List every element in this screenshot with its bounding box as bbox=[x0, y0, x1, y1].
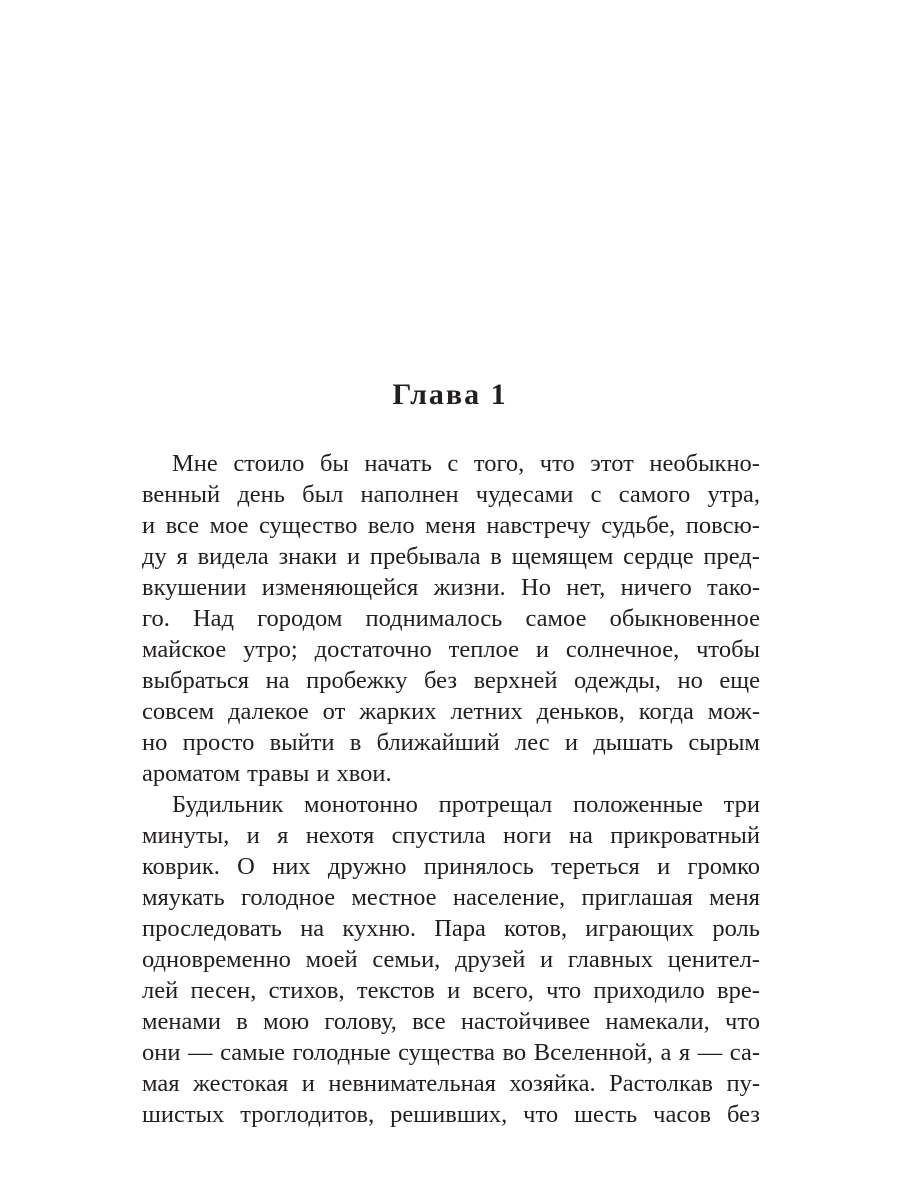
word: в bbox=[236, 1008, 248, 1035]
text-line bbox=[142, 665, 760, 697]
word: пробежку bbox=[306, 667, 408, 694]
word: нехотя bbox=[305, 822, 375, 849]
word: с bbox=[447, 450, 459, 477]
text-line bbox=[142, 479, 760, 511]
word: шесть bbox=[574, 1101, 638, 1128]
word: тако- bbox=[707, 574, 760, 601]
text-line bbox=[142, 696, 760, 728]
text-line bbox=[142, 448, 760, 480]
word: население, bbox=[452, 884, 566, 911]
word: котов, bbox=[504, 915, 568, 942]
word: главных bbox=[567, 946, 654, 973]
word: того, bbox=[473, 450, 525, 477]
word: летних bbox=[450, 698, 523, 725]
word: совсем bbox=[142, 698, 215, 725]
word: был bbox=[302, 481, 344, 508]
word: настойчивее bbox=[460, 1008, 591, 1035]
word: и bbox=[346, 543, 361, 570]
word: знаки bbox=[278, 543, 338, 570]
word: принялось bbox=[423, 853, 534, 880]
word: а bbox=[660, 1039, 672, 1066]
text-line bbox=[142, 944, 760, 976]
word: моей bbox=[305, 946, 358, 973]
word: Мне bbox=[172, 450, 218, 477]
word: нет, bbox=[566, 574, 606, 601]
word: тереться bbox=[551, 853, 640, 880]
word: текстов bbox=[356, 977, 435, 1004]
word: я bbox=[678, 1039, 691, 1066]
word: день bbox=[237, 481, 285, 508]
word: поднималось bbox=[365, 605, 503, 632]
word: дышать bbox=[593, 729, 674, 756]
word: городом bbox=[257, 605, 343, 632]
word: обыкновенное bbox=[609, 605, 760, 632]
word: пред- bbox=[703, 543, 760, 570]
word: этот bbox=[590, 450, 634, 477]
word: мяукать bbox=[142, 884, 225, 911]
word: на bbox=[568, 822, 593, 849]
word: ничего bbox=[620, 574, 692, 601]
word: еще bbox=[719, 667, 760, 694]
chapter-title: Глава 1 bbox=[392, 378, 508, 411]
word: одежды, bbox=[574, 667, 661, 694]
word: мож- bbox=[707, 698, 760, 725]
word: невнимательная bbox=[328, 1070, 496, 1097]
word: изменяющейся bbox=[261, 574, 419, 601]
text-line bbox=[142, 975, 760, 1007]
word: стоило bbox=[233, 450, 305, 477]
word: мая bbox=[142, 1070, 180, 1097]
text-line bbox=[142, 851, 760, 883]
word: всего, bbox=[472, 977, 534, 1004]
word: прикроватный bbox=[610, 822, 760, 849]
text-line bbox=[142, 572, 760, 604]
word: на bbox=[265, 667, 290, 694]
word: вело bbox=[367, 512, 415, 539]
word: когда bbox=[638, 698, 694, 725]
word: менами bbox=[142, 1008, 221, 1035]
word: необыкно- bbox=[649, 450, 760, 477]
word: без bbox=[726, 1101, 760, 1128]
word: в bbox=[349, 729, 362, 756]
word: самое bbox=[525, 605, 587, 632]
word: песен, bbox=[190, 977, 257, 1004]
word: лей bbox=[142, 977, 179, 1004]
word: шистых bbox=[142, 1101, 225, 1128]
word: выйти bbox=[269, 729, 335, 756]
word: Но bbox=[521, 574, 551, 601]
word: и bbox=[657, 853, 671, 880]
word: минуты, bbox=[142, 822, 230, 849]
word: достаточно bbox=[314, 636, 432, 663]
word: что bbox=[539, 450, 575, 477]
word: са- bbox=[729, 1039, 760, 1066]
word: без bbox=[424, 667, 458, 694]
word: мое bbox=[209, 512, 249, 539]
word: наполнен bbox=[360, 481, 459, 508]
word: чтобы bbox=[696, 636, 760, 663]
word: лес bbox=[515, 729, 550, 756]
word: жизни. bbox=[433, 574, 506, 601]
word: стихов, bbox=[268, 977, 345, 1004]
word: самого bbox=[618, 481, 691, 508]
word: Вселенной, bbox=[533, 1039, 653, 1066]
text-line bbox=[142, 913, 760, 945]
word: повсю- bbox=[685, 512, 760, 539]
word: ароматом bbox=[142, 760, 241, 787]
word: проследовать bbox=[142, 915, 282, 942]
word: них bbox=[272, 853, 311, 880]
word: деньков, bbox=[536, 698, 625, 725]
text-line bbox=[142, 634, 760, 666]
word: три bbox=[723, 791, 760, 818]
word: положенные bbox=[572, 791, 703, 818]
word: ценител- bbox=[667, 946, 760, 973]
text-line bbox=[142, 882, 760, 914]
text-line bbox=[142, 541, 760, 573]
word: венный bbox=[142, 481, 221, 508]
word: в bbox=[490, 543, 502, 570]
word: и bbox=[447, 977, 461, 1004]
word: протрещал bbox=[438, 791, 553, 818]
word: но bbox=[142, 729, 168, 756]
word: я bbox=[176, 543, 188, 570]
text-line bbox=[142, 603, 760, 635]
word: голову, bbox=[324, 1008, 397, 1035]
word: и bbox=[564, 729, 578, 756]
word: я bbox=[277, 822, 289, 849]
word: и bbox=[540, 946, 554, 973]
word: сырым bbox=[688, 729, 760, 756]
word: пребывала bbox=[369, 543, 481, 570]
word: намекали, bbox=[605, 1008, 710, 1035]
word: кухню. bbox=[342, 915, 417, 942]
word: и bbox=[246, 822, 260, 849]
word: травы bbox=[247, 760, 310, 787]
word: — bbox=[188, 1039, 213, 1066]
word: ноги bbox=[503, 822, 552, 849]
word: жестокая bbox=[192, 1070, 289, 1097]
word: утро; bbox=[243, 636, 298, 663]
word: просто bbox=[182, 729, 255, 756]
word: семьи, bbox=[372, 946, 441, 973]
word: дружно bbox=[327, 853, 407, 880]
word: от bbox=[322, 698, 346, 725]
word: солнечное, bbox=[565, 636, 680, 663]
word: меня bbox=[709, 884, 760, 911]
word: играющих bbox=[585, 915, 695, 942]
word: далекое bbox=[228, 698, 309, 725]
word: часов bbox=[653, 1101, 712, 1128]
text-line bbox=[142, 1099, 760, 1131]
text-line bbox=[142, 1068, 760, 1100]
word: все bbox=[412, 1008, 446, 1035]
word: существа bbox=[398, 1039, 495, 1066]
word: но bbox=[677, 667, 703, 694]
word: хозяйка. bbox=[509, 1070, 596, 1097]
text-line bbox=[142, 510, 760, 542]
text-line bbox=[142, 789, 760, 821]
word: утра, bbox=[707, 481, 760, 508]
text-line bbox=[142, 820, 760, 852]
text-line bbox=[142, 1037, 760, 1069]
word: голодное bbox=[240, 884, 336, 911]
word: ближайший bbox=[376, 729, 500, 756]
text-line bbox=[142, 727, 760, 759]
word: Будильник bbox=[172, 791, 284, 818]
word: и bbox=[535, 636, 549, 663]
word: хвои. bbox=[336, 760, 392, 787]
text-line bbox=[142, 758, 760, 790]
word: Растолкав bbox=[609, 1070, 713, 1097]
word: голодные bbox=[292, 1039, 391, 1066]
word: троглодитов, bbox=[240, 1101, 375, 1128]
word: приходило bbox=[593, 977, 705, 1004]
word: вкушении bbox=[142, 574, 247, 601]
word: все bbox=[165, 512, 200, 539]
word: жарких bbox=[359, 698, 437, 725]
word: сердце bbox=[623, 543, 694, 570]
word: теплое bbox=[448, 636, 519, 663]
word: бы bbox=[319, 450, 349, 477]
word: одновременно bbox=[142, 946, 291, 973]
word: что bbox=[546, 977, 582, 1004]
word: монотонно bbox=[304, 791, 418, 818]
word: и bbox=[142, 512, 156, 539]
word: громко bbox=[687, 853, 760, 880]
word: выбраться bbox=[142, 667, 250, 694]
word: друзей bbox=[455, 946, 526, 973]
word: вре- bbox=[717, 977, 760, 1004]
word: на bbox=[300, 915, 325, 942]
word: го. bbox=[142, 605, 170, 632]
word: с bbox=[590, 481, 602, 508]
word: Над bbox=[192, 605, 234, 632]
chapter-body bbox=[142, 449, 760, 1131]
word: спустила bbox=[391, 822, 486, 849]
word: начать bbox=[364, 450, 432, 477]
word: — bbox=[697, 1039, 723, 1066]
word: роль bbox=[712, 915, 760, 942]
word: самые bbox=[220, 1039, 285, 1066]
word: меня bbox=[425, 512, 476, 539]
word: навстречу bbox=[486, 512, 591, 539]
word: ду bbox=[142, 543, 167, 570]
word: видела bbox=[197, 543, 269, 570]
word: и bbox=[301, 1070, 315, 1097]
word: местное bbox=[351, 884, 437, 911]
word: судьбе, bbox=[601, 512, 676, 539]
word: и bbox=[316, 760, 330, 787]
word: решивших, bbox=[390, 1101, 508, 1128]
word: майское bbox=[142, 636, 227, 663]
word: верхней bbox=[473, 667, 558, 694]
word: коврик. bbox=[142, 853, 220, 880]
word: Пара bbox=[434, 915, 486, 942]
word: что bbox=[725, 1008, 760, 1035]
word: существо bbox=[259, 512, 358, 539]
word: О bbox=[237, 853, 255, 880]
word: щемящем bbox=[511, 543, 614, 570]
text-line bbox=[142, 1006, 760, 1038]
word: что bbox=[523, 1101, 559, 1128]
word: во bbox=[502, 1039, 527, 1066]
word: приглашая bbox=[581, 884, 693, 911]
word: пу- bbox=[726, 1070, 760, 1097]
word: мою bbox=[263, 1008, 310, 1035]
word: чудесами bbox=[475, 481, 574, 508]
word: они bbox=[142, 1039, 181, 1066]
